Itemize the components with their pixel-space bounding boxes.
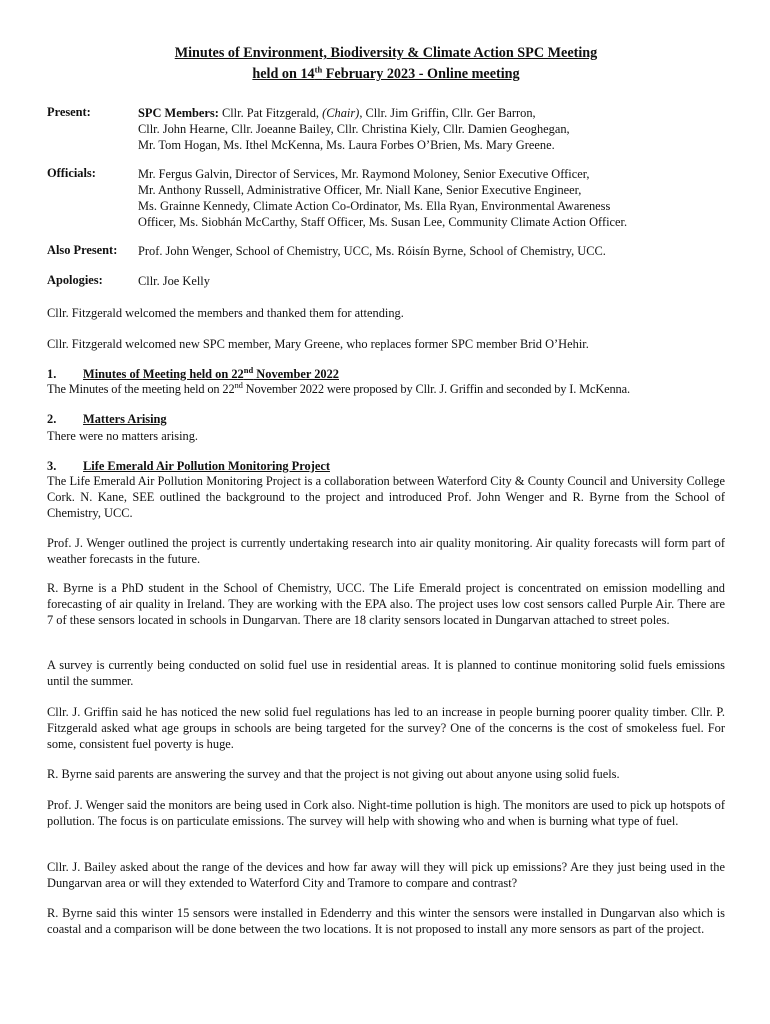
section-3-paragraph: R. Byrne said this winter 15 sensors were installed in Edenderry and this winter the sensors were installed in Dungarvan also which is coastal and a comparison will be done between the two locations. It is not proposed to install any more sensors as part of the project.	[47, 906, 725, 936]
section-3-paragraph: Cllr. J. Bailey asked about the range of the devices and how far away will they will pick up emissions? Are they just being used in the Dungarvan area or will they extended to Waterford City and Tramore to compare and contrast?	[47, 860, 725, 890]
section-1-text: The Minutes of the meeting held on 22nd November 2022 were proposed by Cllr. J. Griffin and seconded by I. McKenna.	[47, 379, 630, 396]
section-3-paragraph: Cllr. J. Griffin said he has noticed the new solid fuel regulations has led to an increase in people burning poorer quality timber. Cllr. P. Fitzgerald asked what age groups in schools are being targeted for the survey? One of the concerns is the cost of smokeless fuel. For some, consistent fuel poverty is huge.	[47, 705, 725, 751]
section-3-paragraph: R. Byrne is a PhD student in the School of Chemistry, UCC. The Life Emerald project is concentrated on emission modelling and forecasting of air quality in Ireland. They are working with the EPA also. The project uses low cost sensors called Purple Air. There are 7 of these sensors located in schools in Dungarvan. There are 18 clarity sensors located in Dungarvan attached to street poles.	[47, 581, 725, 627]
also-present-label: Also Present:	[47, 243, 118, 257]
section-3-paragraph: The Life Emerald Air Pollution Monitoring Project is a collaboration between Waterford City & County Council and University College Cork. N. Kane, SEE outlined the background to the project and introduced Prof. John Wenger and R. Byrne from the School of Chemistry, UCC.	[47, 474, 725, 520]
officials-list: Mr. Fergus Galvin, Director of Services, Mr. Raymond Moloney, Senior Executive Officer, Mr. Anthony Russell, Administrative Officer, Mr. Niall Kane, Senior Executive Engineer, Ms. Grainne Kennedy, Climate Action Co-Ordinator, Ms. Ella Ryan, Environmental Awareness Officer, Ms. Siobhán McCarthy, Staff Officer, Ms. Susan Lee, Community Climate Action Officer.	[138, 167, 628, 229]
document-title-line2: held on 14th February 2023 - Online meeting	[252, 64, 520, 82]
section-2-text: There were no matters arising.	[47, 429, 199, 443]
section-3-paragraph: R. Byrne said parents are answering the survey and that the project is not giving out about anyone using solid fuels.	[47, 767, 620, 781]
officials-label: Officials:	[47, 166, 96, 180]
present-list: SPC Members: Cllr. Pat Fitzgerald, (Chair), Cllr. Jim Griffin, Cllr. Ger Barron, Cllr. John Hearne, Cllr. Joeanne Bailey, Cllr. Christina Kiely, Cllr. Damien Geoghegan, Mr. Tom Hogan, Ms. Ithel McKenna, Ms. Laura Forbes O’Brien, Ms. Mary Greene.	[138, 106, 570, 152]
apologies-text: Cllr. Joe Kelly	[138, 274, 210, 288]
also-present-text: Prof. John Wenger, School of Chemistry, UCC, Ms. Róisín Byrne, School of Chemistry, UCC.	[138, 244, 606, 258]
apologies-label: Apologies:	[47, 273, 103, 287]
section-3-paragraph: Prof. J. Wenger outlined the project is currently undertaking research into air quality monitoring. Air quality forecasts will form part of weather forecasts in the future.	[47, 536, 725, 566]
present-label: Present:	[47, 105, 91, 119]
intro-paragraph-1: Cllr. Fitzgerald welcomed the members and thanked them for attending.	[47, 306, 404, 320]
document-title-line1: Minutes of Environment, Biodiversity & Climate Action SPC Meeting	[174, 45, 598, 61]
section-3-paragraph: A survey is currently being conducted on solid fuel use in residential areas. It is planned to continue monitoring solid fuels emissions until the summer.	[47, 658, 725, 688]
section-3-paragraph: Prof. J. Wenger said the monitors are being used in Cork also. Night-time pollution is high. The monitors are used to pick up hotspots of pollution. The focus is on particulate emissions. The survey will help with showing who and when is burning what type of fuel.	[47, 798, 725, 828]
intro-paragraph-2: Cllr. Fitzgerald welcomed new SPC member, Mary Greene, who replaces former SPC member Brid O’Hehir.	[47, 337, 589, 351]
